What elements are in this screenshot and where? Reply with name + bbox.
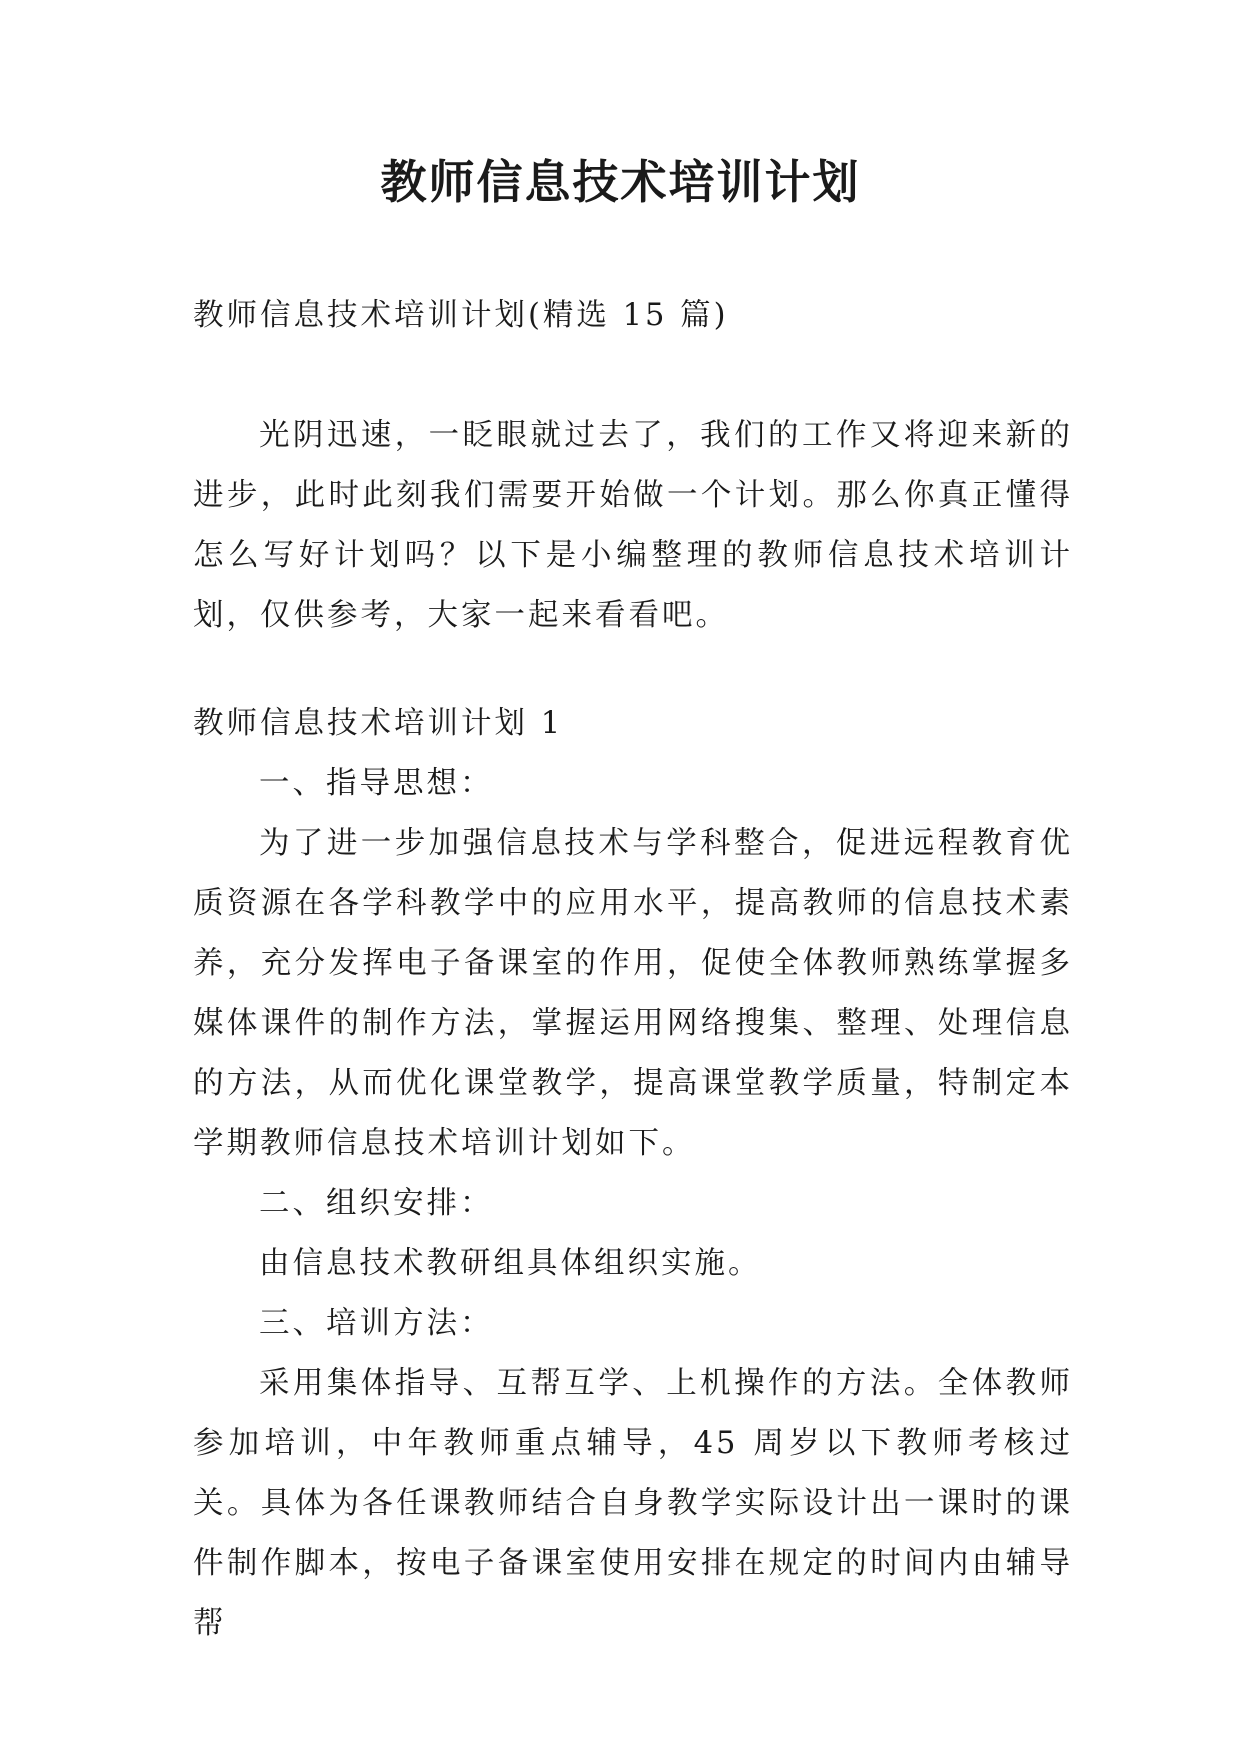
paragraph-guiding-thought: 为了进一步加强信息技术与学科整合，促进远程教育优质资源在各学科教学中的应用水平，提高教师的信息技术素养，充分发挥电子备课室的作用，促使全体教师熟练掌握多媒体课件的制作方法，掌握运用网络搜集、整理、处理信息的方法，从而优化课堂教学，提高课堂教学质量，特制定本学期教师信息技术培训计划如下。 <box>193 826 1073 1161</box>
document-title: 教师信息技术培训计划 <box>380 155 861 209</box>
document-body <box>193 286 1073 1654</box>
heading-training-method: 三、培训方法： <box>259 1306 494 1341</box>
paragraph-training-method: 采用集体指导、互帮互学、上机操作的方法。全体教师参加培训，中年教师重点辅导，45 周岁以下教师考核过关。具体为各任课教师结合自身教学实际设计出一课时的课件制作脚本，按电子备课室使用安排在规定的时间内由辅导帮 <box>193 1366 1073 1641</box>
intro-paragraph: 光阴迅速，一眨眼就过去了，我们的工作又将迎来新的进步，此时此刻我们需要开始做一个计划。那么你真正懂得怎么写好计划吗？以下是小编整理的教师信息技术培训计划，仅供参考，大家一起来看看吧。 <box>193 418 1073 633</box>
paragraph-organization: 由信息技术教研组具体组织实施。 <box>259 1246 762 1281</box>
heading-guiding-thought: 一、指导思想： <box>259 766 494 801</box>
section-title: 教师信息技术培训计划 1 <box>193 706 564 741</box>
document-subtitle: 教师信息技术培训计划(精选 15 篇) <box>193 298 729 333</box>
heading-organization: 二、组织安排： <box>259 1186 494 1221</box>
